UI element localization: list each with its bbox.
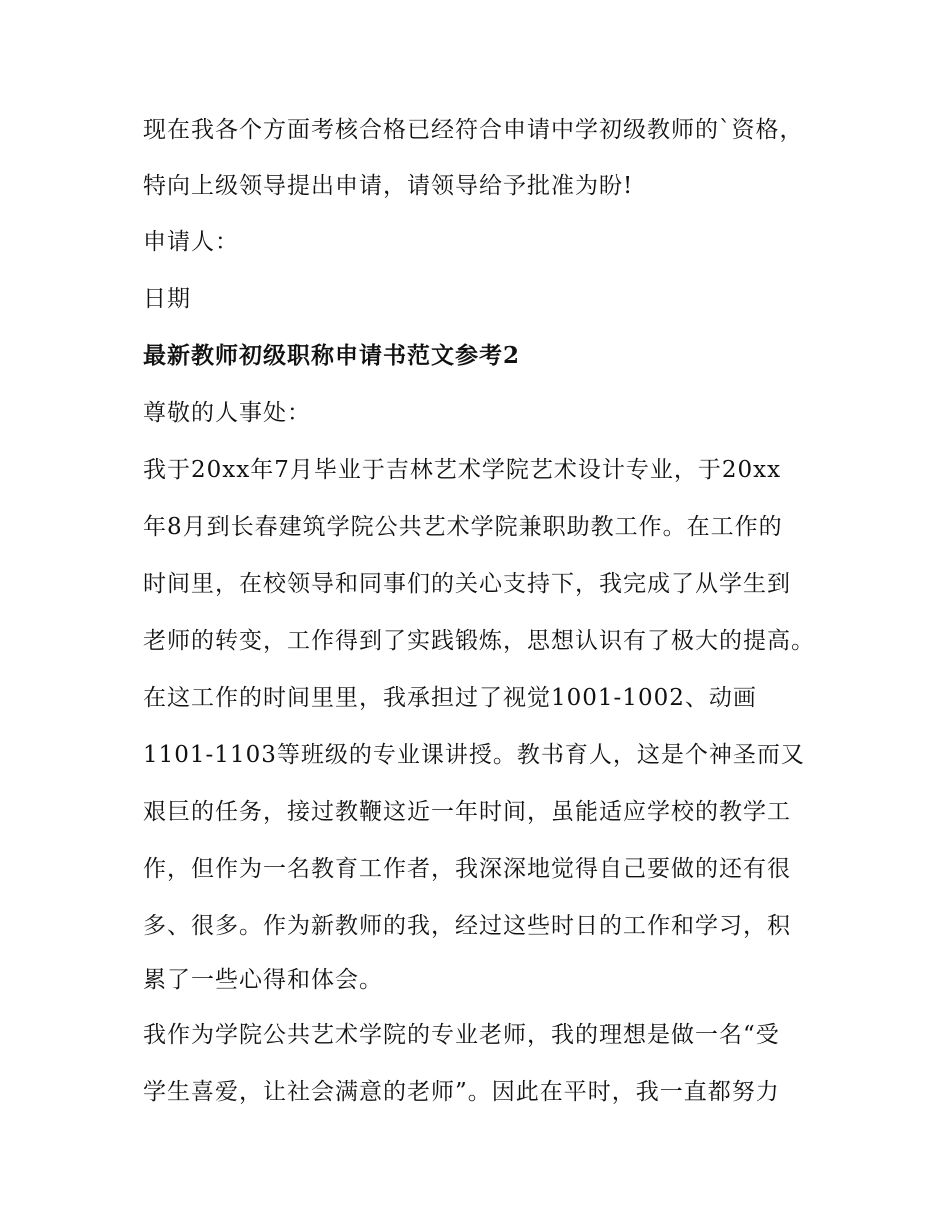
text-line: 特向上级领导提出申请，请领导给予批准为盼! [143, 173, 634, 199]
text-line: 时间里，在校领导和同事们的关心支持下，我完成了从学生到 [143, 571, 791, 597]
text-line: 多、很多。作为新教师的我，经过这些时日的工作和学习，积 [143, 913, 791, 939]
applicant-label: 申请人： [143, 229, 239, 255]
date-label: 日期 [143, 286, 191, 312]
text-line: 1101-1103等班级的专业课讲授。教书育人，这是个神圣而又 [143, 742, 805, 768]
text-line: 现在我各个方面考核合格已经符合申请中学初级教师的`资格， [143, 117, 804, 143]
salutation: 尊敬的人事处： [143, 400, 311, 426]
text-line: 年8月到长春建筑学院公共艺术学院兼职助教工作。在工作的 [143, 514, 783, 540]
text-line: 艰巨的任务，接过教鞭这近一年时间，虽能适应学校的教学工 [143, 799, 791, 825]
text-line: 我于20xx年7月毕业于吉林艺术学院艺术设计专业，于20xx [143, 457, 782, 483]
text-line: 学生喜爱，让社会满意的老师”。因此在平时，我一直都努力 [143, 1079, 780, 1105]
text-line: 累了一些心得和体会。 [143, 967, 383, 993]
text-line: 我作为学院公共艺术学院的专业老师，我的理想是做一名“受 [143, 1022, 780, 1048]
text-line: 老师的转变，工作得到了实践锻炼，思想认识有了极大的提高。 [143, 628, 815, 654]
text-line: 在这工作的时间里里，我承担过了视觉1001-1002、动画 [143, 685, 757, 711]
section-heading: 最新教师初级职称申请书范文参考2 [143, 342, 521, 369]
text-line: 作，但作为一名教育工作者，我深深地觉得自己要做的还有很 [143, 856, 791, 882]
